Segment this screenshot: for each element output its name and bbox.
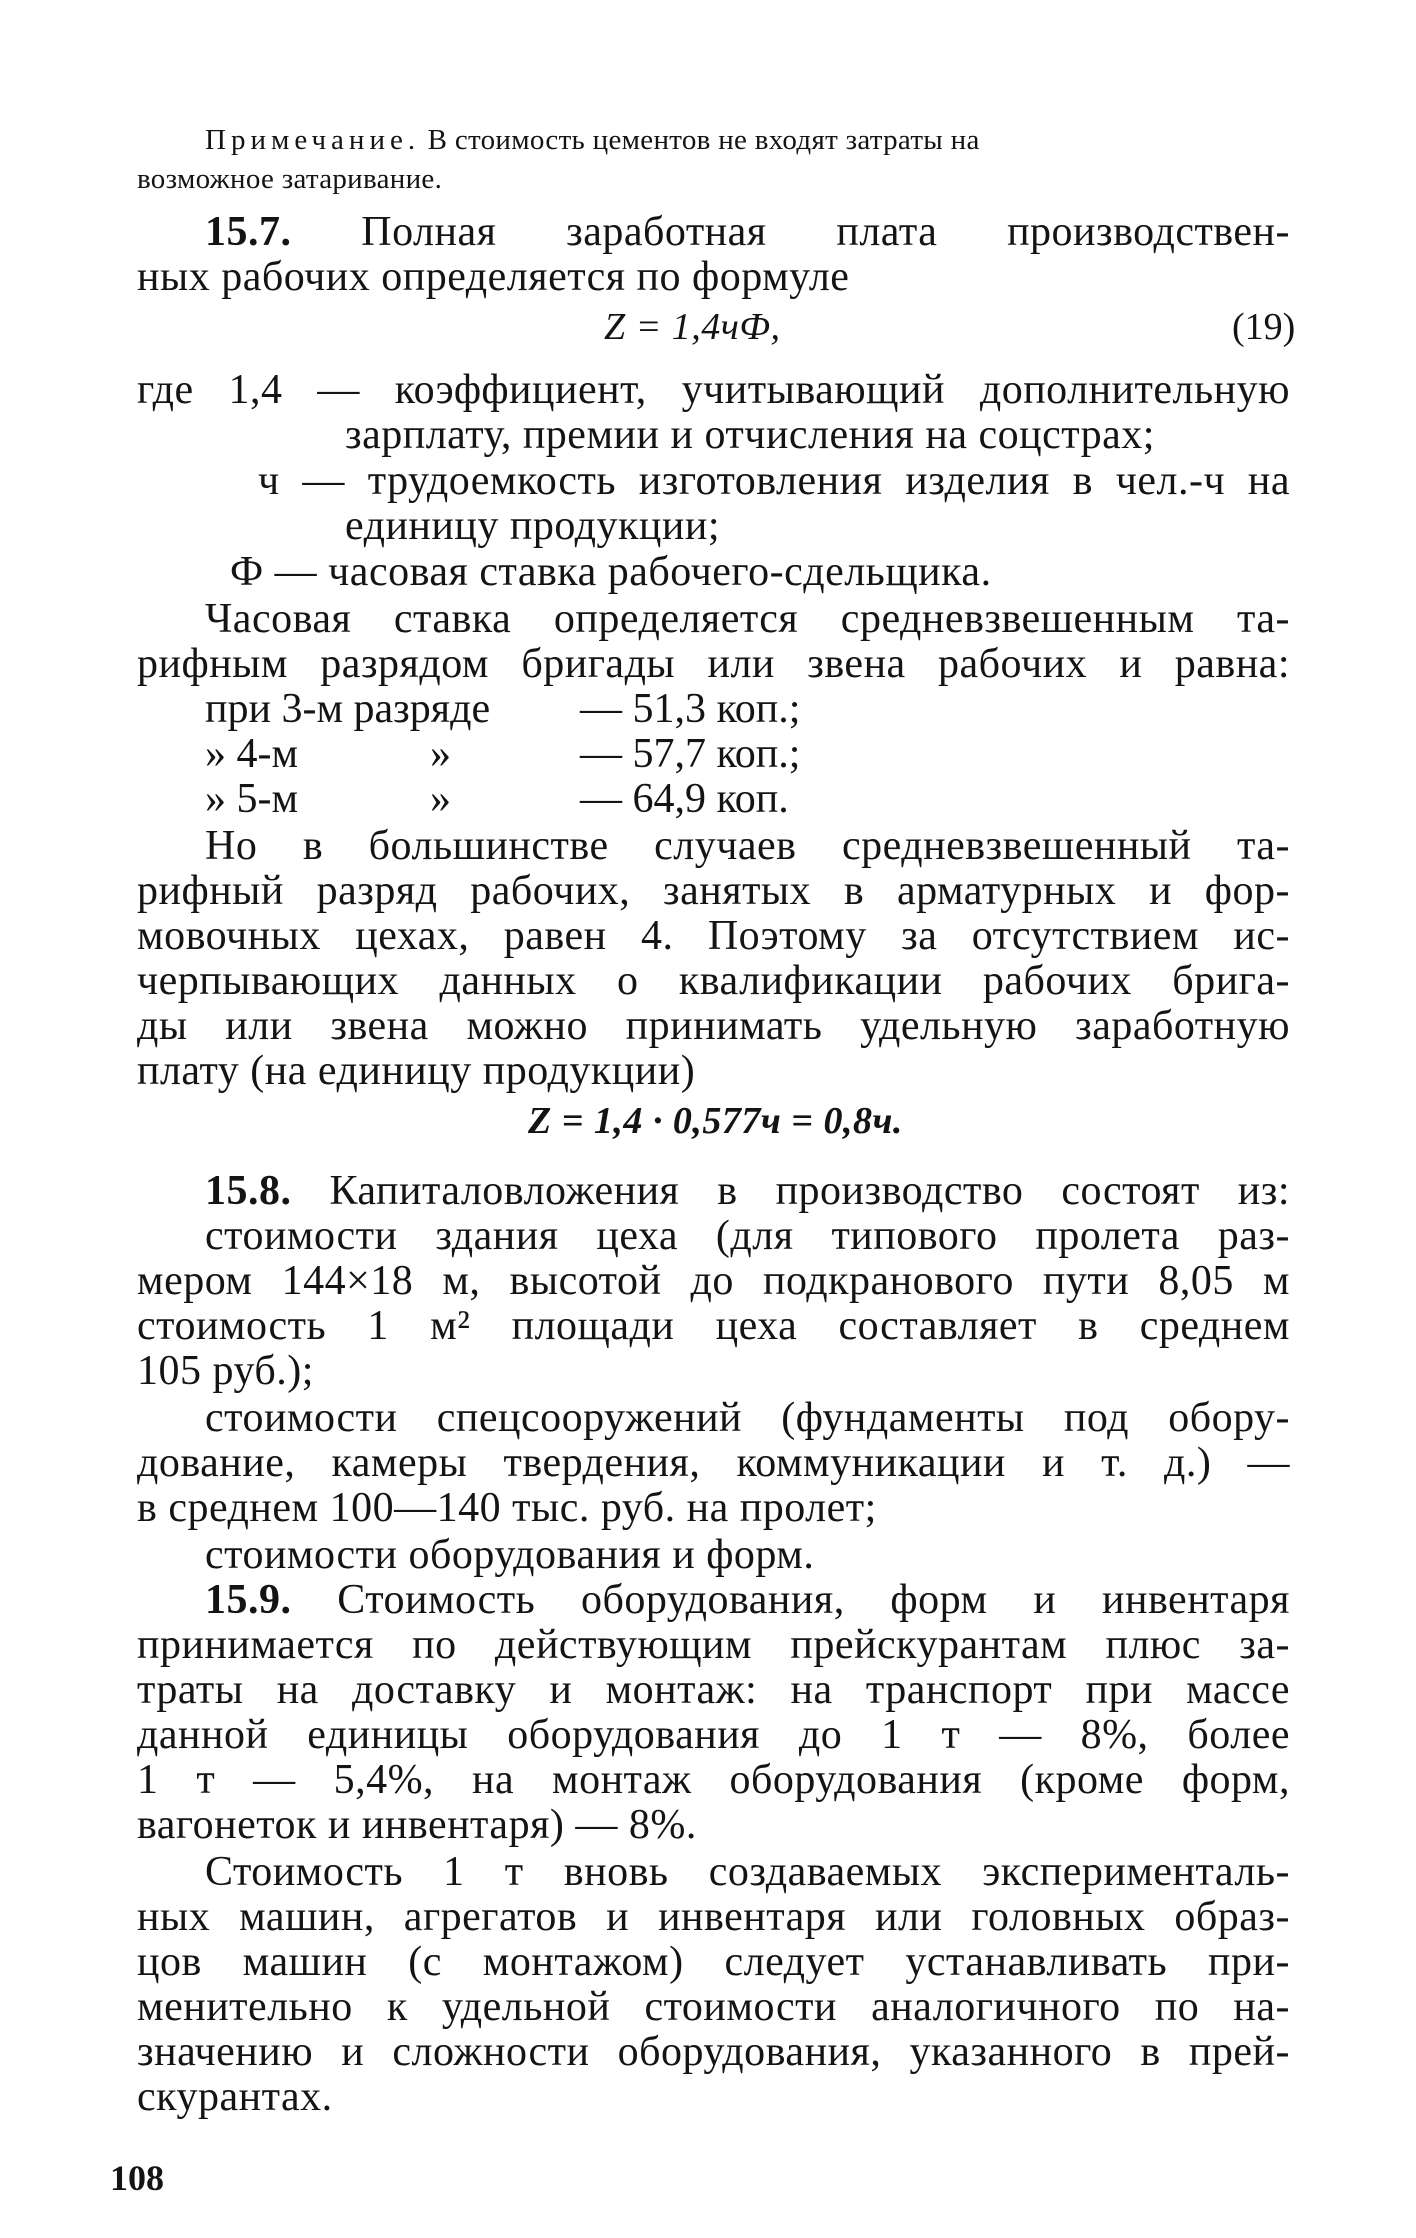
s157-where-1: где 1,4 — коэффициент, учитывающий дополнительную — [137, 367, 1290, 413]
s157-text-1: Полная заработная плата производствен- — [361, 209, 1290, 255]
s159-line-3: траты на доставку и монтаж: на транспорт при массе — [137, 1667, 1290, 1713]
rate-value-1: — 51,3 коп.; — [580, 686, 801, 732]
s158-line-8: в среднем 100—140 тыс. руб. на пролет; — [137, 1485, 877, 1531]
s157-para3-line-2: рифный разряд рабочих, занятых в арматурных и фор- — [137, 868, 1290, 914]
note-label: Примечание. — [205, 124, 421, 156]
s157-para2-line-1: Часовая ставка определяется средневзвешенным та- — [205, 596, 1290, 642]
s158-line-7: дование, камеры твердения, коммуникации и т. д.) — — [137, 1440, 1290, 1486]
rate-ditto-2: » — [430, 731, 451, 777]
s159-line-4: данной единицы оборудования до 1 т — 8%, более — [137, 1712, 1290, 1758]
s158-line-5: 105 руб.); — [137, 1348, 314, 1394]
note-text-1: В стоимость цементов не входят затраты на — [427, 124, 980, 156]
s157-where-5: Ф — часовая ставка рабочего-сдельщика. — [230, 549, 992, 595]
s159-para2-line-5: значению и сложности оборудования, указанного в прей- — [137, 2029, 1290, 2075]
s158-line-1 — [205, 1168, 1290, 1214]
s157-where-4: единицу продукции; — [345, 503, 721, 549]
s157-para2-line-2: рифным разрядом бригады или звена рабочих и равна: — [137, 641, 1290, 687]
s157-para3-line-6: плату (на единицу продукции) — [137, 1048, 696, 1094]
s157-para3-line-4: черпывающих данных о квалификации рабочих брига- — [137, 958, 1290, 1004]
s158-line-3: мером 144×18 м, высотой до подкранового пути 8,05 м — [137, 1258, 1290, 1304]
rate-value-2: — 57,7 коп.; — [580, 731, 801, 777]
s157-where-3: ч — трудоемкость изготовления изделия в чел.-ч на — [258, 458, 1290, 504]
s159-line-2: принимается по действующим прейскурантам плюс за- — [137, 1622, 1290, 1668]
page-number: 108 — [110, 2158, 164, 2198]
s158-line-4: стоимость 1 м² площади цеха составляет в среднем — [137, 1303, 1290, 1349]
rate-value-3: — 64,9 коп. — [580, 776, 789, 822]
s157-para3-line-1: Но в большинстве случаев средневзвешенный та- — [205, 823, 1290, 869]
s157-para3-line-5: ды или звена можно принимать удельную заработную — [137, 1003, 1290, 1049]
s158-line-6: стоимости спецсооружений (фундаменты под обору- — [205, 1395, 1290, 1441]
s157-line-2: ных рабочих определяется по формуле — [137, 254, 850, 300]
s157-para3-line-3: мовочных цехах, равен 4. Поэтому за отсутствием ис- — [137, 913, 1290, 959]
s159-para2-line-1: Стоимость 1 т вновь создаваемых эксперименталь- — [205, 1849, 1290, 1895]
s158-line-9: стоимости оборудования и форм. — [205, 1532, 815, 1578]
s159-line-1 — [205, 1577, 1290, 1623]
s157-formula: Z = 1,4чФ, — [604, 306, 781, 348]
s159-line-5: 1 т — 5,4%, на монтаж оборудования (кроме форм, — [137, 1757, 1290, 1803]
s159-para2-line-2: ных машин, агрегатов и инвентаря или головных образ- — [137, 1894, 1290, 1940]
s159-para2-line-4: менительно к удельной стоимости аналогичного по на- — [137, 1984, 1290, 2030]
s157-formula-2: Z = 1,4 · 0,577ч = 0,8ч. — [528, 1100, 903, 1142]
s159-para2-line-6: скурантах. — [137, 2074, 333, 2120]
s157-equation-number: (19) — [1232, 306, 1296, 348]
s158-number: 15.8. — [205, 1168, 292, 1214]
s157-line-1 — [205, 209, 1290, 255]
rate-grade-3: » 5-м — [205, 776, 299, 822]
rate-ditto-3: » — [430, 776, 451, 822]
s159-number: 15.9. — [205, 1577, 292, 1623]
rate-grade-1: при 3-м разряде — [205, 686, 491, 732]
note-line-2: возможное затаривание. — [137, 163, 443, 195]
s158-text-1: Капиталовложения в производство состоят из: — [329, 1168, 1291, 1214]
s159-text-1: Стоимость оборудования, форм и инвентаря — [337, 1577, 1291, 1623]
s157-number: 15.7. — [205, 209, 292, 255]
s159-line-6: вагонеток и инвентаря) — 8%. — [137, 1802, 697, 1848]
s159-para2-line-3: цов машин (с монтажом) следует устанавливать при- — [137, 1939, 1290, 1985]
note-line-1 — [205, 123, 1290, 157]
rate-grade-2: » 4-м — [205, 731, 299, 777]
s157-where-2: зарплату, премии и отчисления на соцстрах; — [345, 412, 1155, 458]
s158-line-2: стоимости здания цеха (для типового пролета раз- — [205, 1213, 1290, 1259]
